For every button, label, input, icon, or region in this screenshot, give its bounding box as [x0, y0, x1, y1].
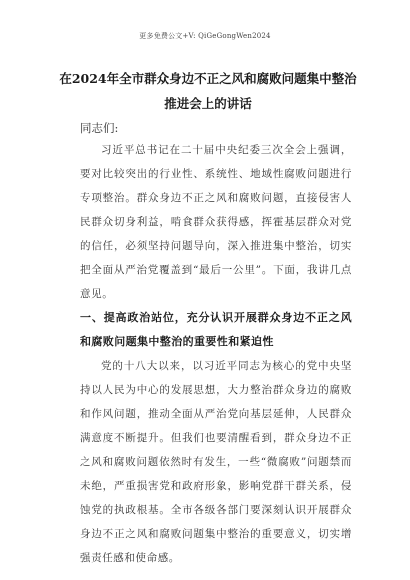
section-1-paragraph: 党的十八大以来，以习近平同志为核心的党中央坚持以人民为中心的发展思想，大力整治群众身边的腐败和作风问题，推动全面从严治党向基层延伸，人民群众满意度不断提升。但我们也要清醒看到，群众身边不正之风和腐败问题依然时有发生，一些“微腐败”问题禁而未绝，严重损害党和政府形象，影响党群干群关系，侵蚀党的执政根基。全市各级各部门要深刻认识开展群众身边不正之风和腐败问题集中整治的重要意义，切实增强责任感和使命感。: [80, 360, 352, 564]
header-note: 更多免费公文+V: QiGeGongWen2024: [139, 32, 271, 40]
document-body: [80, 138, 352, 570]
section-heading-1: 一、提高政治站位，充分认识开展群众身边不正之风和腐败问题集中整治的重要性和紧迫性: [80, 311, 352, 348]
salutation: 同志们:: [80, 121, 119, 135]
document-title: 在2024年全市群众身边不正之风和腐败问题集中整治推进会上的讲话: [59, 71, 357, 111]
intro-paragraph: 习近平总书记在二十届中央纪委三次全会上强调，要对比较突出的行业性、系统性、地域性腐败问题进行专项整治。群众身边不正之风和腐败问题，直接侵害人民群众切身利益，啃食群众获得感，挥霍基层群众对党的信任，必须坚持问题导向，深入推进集中整治，切实把全面从严治党覆盖到“最后一公里”。下面，我讲几点意见。: [80, 144, 352, 300]
